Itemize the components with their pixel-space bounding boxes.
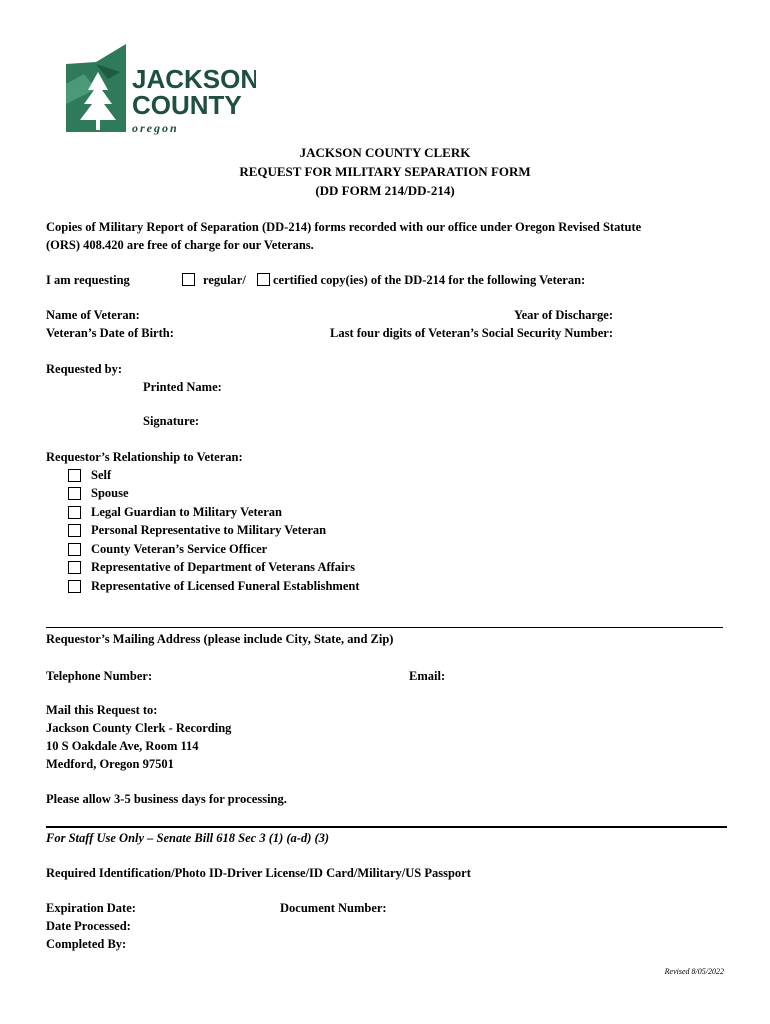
requested-by-label: Requested by: bbox=[46, 362, 123, 376]
veteran-dob-label: Veteran’s Date of Birth: bbox=[46, 326, 174, 340]
form-heading-form-number: (DD FORM 214/DD-214) bbox=[315, 183, 455, 198]
tree-logo-icon bbox=[66, 44, 256, 136]
document-number-label: Document Number: bbox=[280, 901, 387, 915]
relationship-label: Requestor’s Relationship to Veteran: bbox=[46, 450, 243, 464]
intro-line-2: (ORS) 408.420 are free of charge for our Veterans. bbox=[46, 238, 314, 252]
year-of-discharge-label: Year of Discharge: bbox=[513, 308, 613, 322]
intro-line-1: Copies of Military Report of Separation (DD-214) forms recorded with our office under Oregon Revised Statute bbox=[46, 220, 642, 234]
form-heading-title: REQUEST FOR MILITARY SEPARATION FORM bbox=[239, 164, 531, 179]
relationship-personal-rep-checkbox[interactable] bbox=[68, 524, 81, 537]
relationship-spouse-checkbox[interactable] bbox=[68, 487, 81, 500]
processing-note: Please allow 3-5 business days for processing. bbox=[46, 792, 287, 806]
mail-to-city: Medford, Oregon 97501 bbox=[46, 757, 174, 771]
certified-copy-label: certified copy(ies) of the DD-214 for the following Veteran: bbox=[273, 273, 586, 287]
completed-by-label: Completed By: bbox=[46, 937, 127, 951]
veteran-ssn-label: Last four digits of Veteran’s Social Security Number: bbox=[330, 326, 613, 340]
revision-date: Revised 8/05/2022 bbox=[664, 967, 724, 976]
email-label: Email: bbox=[409, 669, 446, 683]
staff-use-heading: For Staff Use Only – Senate Bill 618 Sec 3 (1) (a-d) (3) bbox=[46, 831, 330, 845]
logo-oregon-text: oregon bbox=[132, 121, 179, 135]
relationship-option: Legal Guardian to Military Veteran bbox=[91, 505, 282, 519]
relationship-option: Representative of Department of Veterans Affairs bbox=[91, 560, 355, 574]
relationship-va-rep-checkbox[interactable] bbox=[68, 561, 81, 574]
mail-to-street: 10 S Oakdale Ave, Room 114 bbox=[46, 739, 199, 753]
relationship-option: Representative of Licensed Funeral Establishment bbox=[91, 579, 360, 593]
date-processed-label: Date Processed: bbox=[46, 919, 131, 933]
relationship-service-officer-checkbox[interactable] bbox=[68, 543, 81, 556]
veteran-name-label: Name of Veteran: bbox=[46, 308, 140, 322]
relationship-option: County Veteran’s Service Officer bbox=[91, 542, 268, 556]
telephone-label: Telephone Number: bbox=[46, 669, 153, 683]
signature-label: Signature: bbox=[143, 414, 200, 428]
relationship-self-checkbox[interactable] bbox=[68, 469, 81, 482]
jackson-county-logo bbox=[66, 44, 256, 136]
staff-section-divider bbox=[46, 826, 727, 828]
logo-jackson-text: JACKSON bbox=[132, 64, 256, 94]
relationship-funeral-rep-checkbox[interactable] bbox=[68, 580, 81, 593]
requesting-label: I am requesting bbox=[46, 273, 130, 287]
expiration-date-label: Expiration Date: bbox=[46, 901, 136, 915]
mailing-address-label: Requestor’s Mailing Address (please include City, State, and Zip) bbox=[46, 632, 394, 646]
mail-to-heading: Mail this Request to: bbox=[46, 703, 158, 717]
certified-copy-checkbox[interactable] bbox=[257, 273, 270, 286]
regular-copy-label: regular/ bbox=[203, 273, 246, 287]
logo-county-text: COUNTY bbox=[132, 90, 242, 120]
relationship-option: Spouse bbox=[91, 486, 129, 500]
mail-to-recipient: Jackson County Clerk - Recording bbox=[46, 721, 232, 735]
relationship-option: Personal Representative to Military Veteran bbox=[91, 523, 327, 537]
required-id-label: Required Identification/Photo ID-Driver License/ID Card/Military/US Passport bbox=[46, 866, 471, 880]
relationship-option: Self bbox=[91, 468, 112, 482]
relationship-guardian-checkbox[interactable] bbox=[68, 506, 81, 519]
regular-copy-checkbox[interactable] bbox=[182, 273, 195, 286]
form-heading-clerk: JACKSON COUNTY CLERK bbox=[299, 145, 471, 160]
address-line-divider bbox=[46, 627, 723, 628]
printed-name-label: Printed Name: bbox=[143, 380, 222, 394]
